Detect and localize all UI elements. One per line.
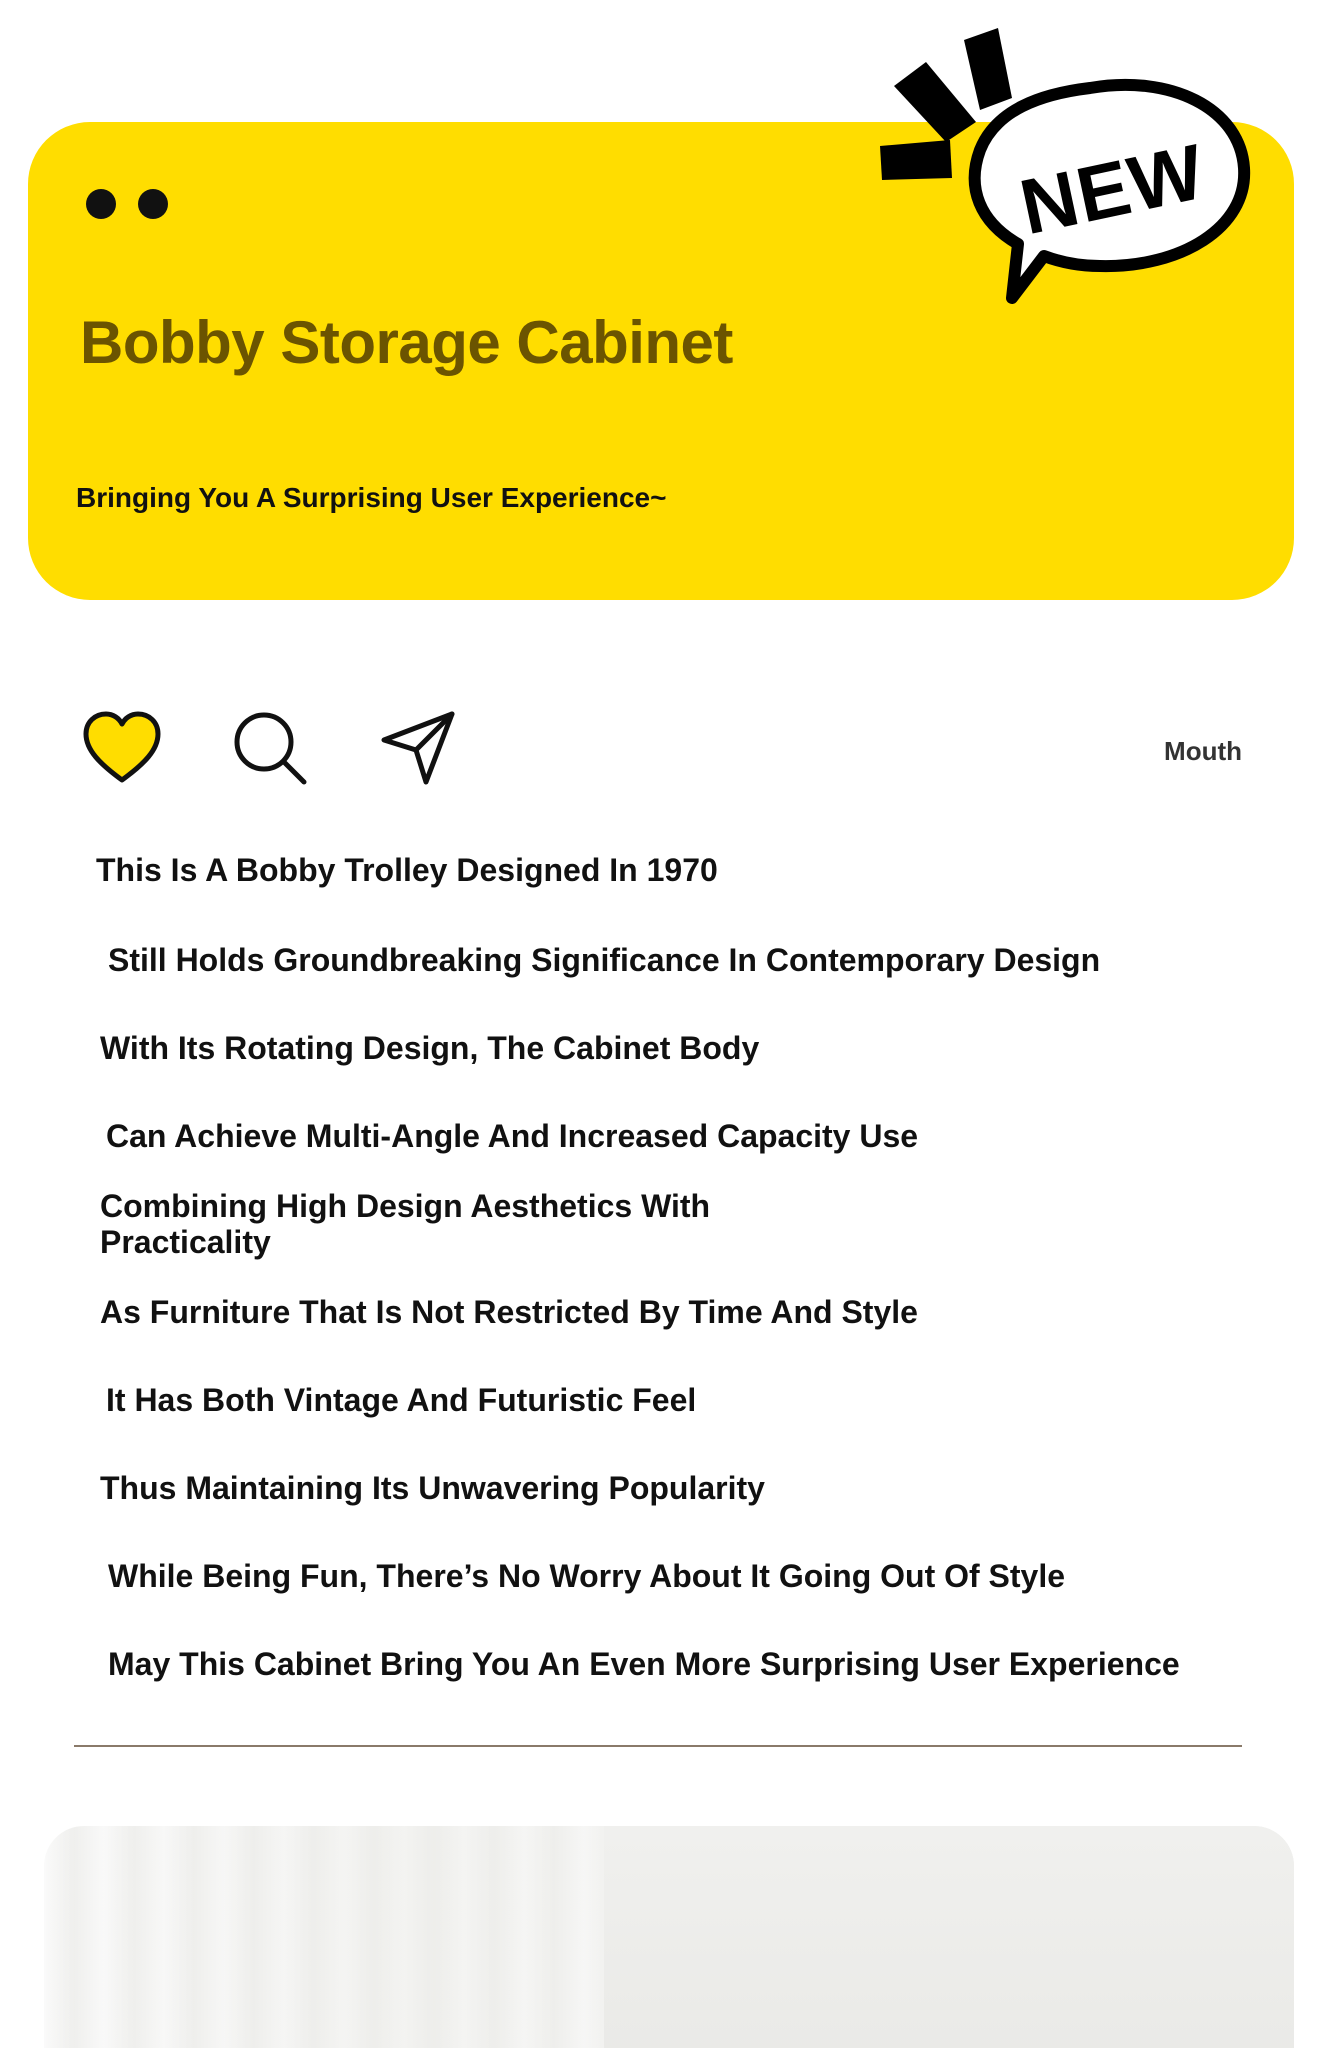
description-line: It Has Both Vintage And Futuristic Feel (106, 1382, 697, 1418)
description-line: While Being Fun, There’s No Worry About It Going Out Of Style (108, 1558, 1066, 1594)
description-line: With Its Rotating Design, The Cabinet Body (100, 1030, 760, 1066)
share-button[interactable] (376, 706, 460, 790)
like-button[interactable] (80, 706, 164, 790)
mouth-label: Mouth (1164, 736, 1242, 766)
new-badge-label: NEW (1012, 126, 1213, 252)
product-photo (44, 1826, 1294, 2048)
description-line: Thus Maintaining Its Unwavering Popularity (100, 1470, 765, 1506)
window-dots (86, 189, 168, 219)
divider (74, 1745, 1242, 1747)
curtain-background (44, 1826, 604, 2048)
description-line: Can Achieve Multi-Angle And Increased Capacity Use (106, 1118, 919, 1154)
page-title: Bobby Storage Cabinet (80, 309, 733, 376)
description-line: Combining High Design Aesthetics With Practicality (100, 1188, 711, 1260)
description-line: Still Holds Groundbreaking Significance In Contemporary Design (108, 942, 1101, 978)
search-button[interactable] (228, 706, 312, 790)
description-line: May This Cabinet Bring You An Even More Surprising User Experience (108, 1646, 1180, 1682)
dot-icon (138, 189, 168, 219)
description-line: As Furniture That Is Not Restricted By Time And Style (100, 1294, 918, 1330)
action-bar (80, 700, 1260, 810)
hero-subtitle: Bringing You A Surprising User Experience~ (76, 482, 667, 513)
new-badge (880, 18, 1260, 318)
dot-icon (86, 189, 116, 219)
description-line: This Is A Bobby Trolley Designed In 1970 (96, 852, 718, 888)
heart-icon (80, 706, 164, 790)
send-icon (376, 706, 460, 790)
wall-background (604, 1826, 1294, 2048)
search-icon (228, 706, 312, 790)
